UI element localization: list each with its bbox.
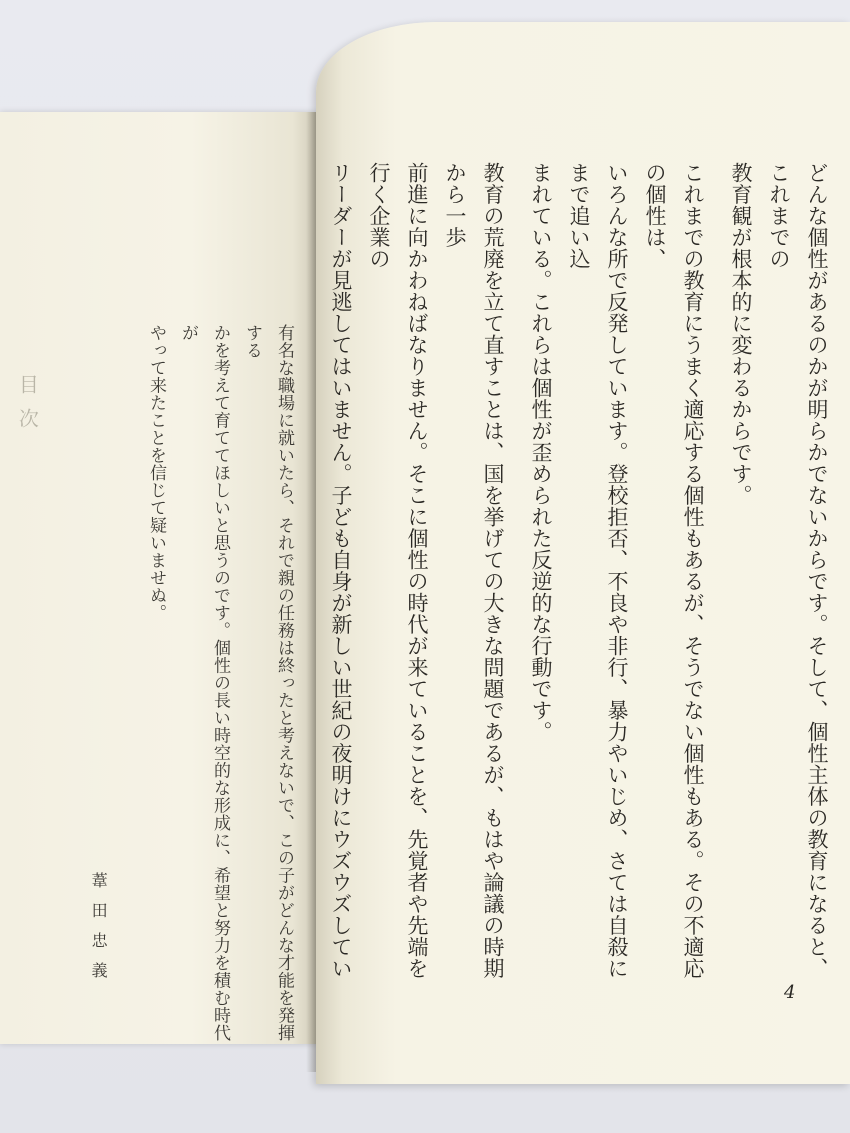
text-column: 有名な職場に就いたら、それで親の任務は終ったと考えないで、この子がどんな才能を発揮する bbox=[242, 324, 294, 1042]
toc-heading: 目次 bbox=[15, 374, 40, 442]
text-column: まれている。これらは個性が歪められた反逆的な行動です。 bbox=[529, 162, 553, 743]
paragraph-gap bbox=[512, 162, 522, 982]
text-column: どんな個性があるのかが明らかでないからです。そして、個性主体の教育になると、これまでの bbox=[767, 162, 829, 979]
right-page-text bbox=[329, 162, 836, 982]
text-column: かを考えて育ててほしいと思うのです。個性の長い時空的な形成に、希望と努力を積む時代が bbox=[178, 324, 230, 1042]
text-column: これまでの教育にうまく適応する個性もあるが、そうでない個性もある。その不適応の個性は、 bbox=[643, 162, 705, 979]
left-page-text bbox=[146, 324, 300, 1044]
page-number: 4 bbox=[784, 982, 796, 1003]
text-column: 前進に向かわねばなりません。そこに個性の時代が来ていることを、先覚者や先端を行く企業の bbox=[367, 162, 429, 979]
paragraph-gap bbox=[712, 162, 722, 982]
text-column: リーダーが見逃してはいません。子ども自身が新しい世紀の夜明けにウズウズしてい bbox=[329, 162, 353, 979]
left-page bbox=[0, 112, 318, 1044]
text-column: 教育観が根本的に変わるからです。 bbox=[729, 162, 753, 506]
author-name: 葦田忠義 bbox=[89, 872, 109, 992]
text-column: 教育の荒廃を立て直すことは、国を挙げての大きな問題であるが、もはや論議の時期から一歩 bbox=[443, 162, 505, 979]
text-column: いろんな所で反発しています。登校拒否、不良や非行、暴力やいじめ、さては自殺にまで追い込 bbox=[567, 162, 629, 979]
right-page bbox=[316, 22, 850, 1084]
text-column: やって来たことを信じて疑いませぬ。 bbox=[146, 324, 166, 622]
